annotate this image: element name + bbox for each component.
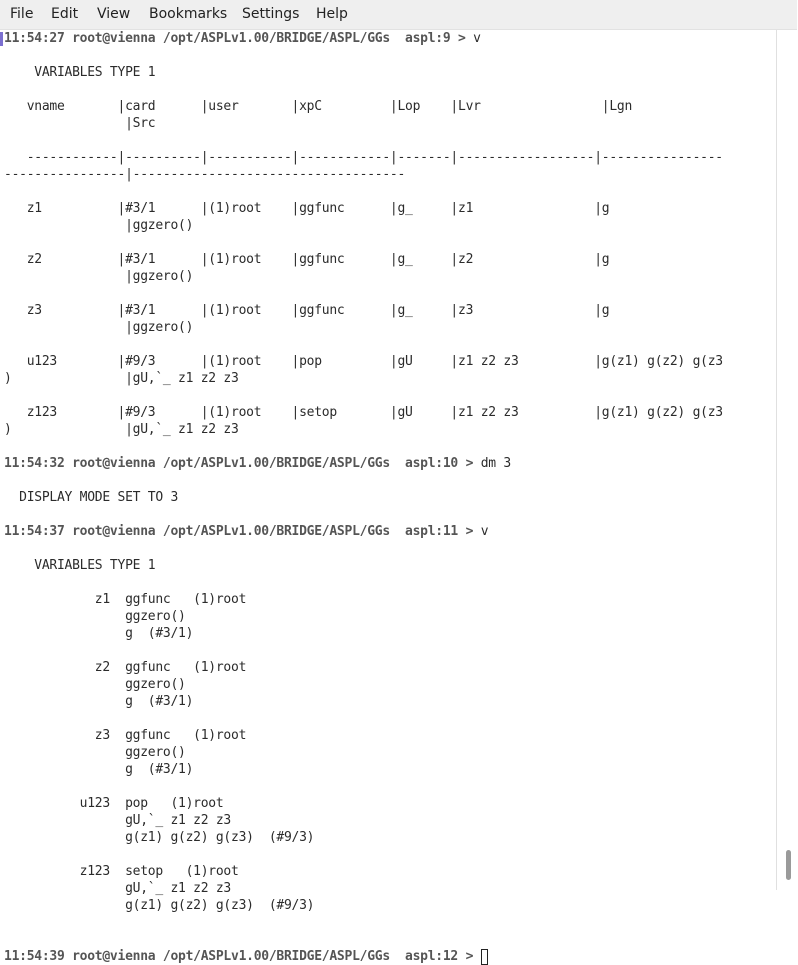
output-line: gU,`_ z1 z2 z3 [4, 813, 231, 828]
output-line: g (#3/1) [4, 694, 194, 709]
prompt-line [4, 30, 481, 47]
output-line: u123 pop (1)root [4, 796, 224, 811]
output-line: VARIABLES TYPE 1 [4, 65, 156, 80]
prompt-text: 11:54:27 root@vienna /opt/ASPLv1.00/BRIDGE/ASPL/GGs aspl:9 > [4, 31, 474, 46]
output-line: z2 ggfunc (1)root [4, 660, 247, 675]
output-line: |Src [4, 116, 156, 131]
menu-file[interactable]: File [10, 6, 34, 22]
output-line: ggzero() [4, 609, 186, 624]
output-line: ----------------|------------------------------------ [4, 167, 406, 182]
prompt-line [4, 948, 488, 965]
scrollbar[interactable] [776, 30, 798, 890]
output-line: |ggzero() [4, 218, 194, 233]
output-line: ) |gU,`_ z1 z2 z3 [4, 422, 239, 437]
prompt-line [4, 523, 488, 540]
prompt-line [4, 455, 511, 472]
menu-settings[interactable]: Settings [242, 6, 300, 22]
output-line: |ggzero() [4, 269, 194, 284]
menu-edit[interactable]: Edit [51, 6, 79, 22]
line-marker [0, 32, 3, 46]
output-line: gU,`_ z1 z2 z3 [4, 881, 231, 896]
scrollbar-thumb[interactable] [786, 850, 791, 880]
output-line: z1 ggfunc (1)root [4, 592, 247, 607]
menu-bookmarks[interactable]: Bookmarks [149, 6, 228, 22]
output-line: ggzero() [4, 745, 186, 760]
output-line: VARIABLES TYPE 1 [4, 558, 156, 573]
prompt-text: 11:54:39 root@vienna /opt/ASPLv1.00/BRIDGE/ASPL/GGs aspl:12 > [4, 949, 481, 964]
output-line: z123 |#9/3 |(1)root |setop |gU |z1 z2 z3 |g(z1) g(z2) g(z3 [4, 405, 723, 420]
output-line: DISPLAY MODE SET TO 3 [4, 490, 179, 505]
output-line: g(z1) g(z2) g(z3) (#9/3) [4, 830, 315, 845]
output-line: ) |gU,`_ z1 z2 z3 [4, 371, 239, 386]
command-text: v [480, 524, 489, 539]
text-cursor [481, 949, 488, 965]
output-line: z3 ggfunc (1)root [4, 728, 247, 743]
prompt-text: 11:54:37 root@vienna /opt/ASPLv1.00/BRIDGE/ASPL/GGs aspl:11 > [4, 524, 481, 539]
menu-help[interactable]: Help [316, 6, 348, 22]
output-line: z1 |#3/1 |(1)root |ggfunc |g_ |z1 |g [4, 201, 610, 216]
command-text: dm 3 [480, 456, 511, 471]
output-line: g (#3/1) [4, 762, 194, 777]
output-line: g(z1) g(z2) g(z3) (#9/3) [4, 898, 315, 913]
output-line: ------------|----------|-----------|------------|-------|------------------|---------------- [4, 150, 723, 165]
output-line: vname |card |user |xpC |Lop |Lvr |Lgn [4, 99, 633, 114]
output-line: u123 |#9/3 |(1)root |pop |gU |z1 z2 z3 |g(z1) g(z2) g(z3 [4, 354, 723, 369]
terminal-output[interactable] [0, 30, 776, 964]
command-text: v [473, 31, 481, 46]
output-line: ggzero() [4, 677, 186, 692]
output-line: z123 setop (1)root [4, 864, 239, 879]
output-line: |ggzero() [4, 320, 194, 335]
output-line: z2 |#3/1 |(1)root |ggfunc |g_ |z2 |g [4, 252, 610, 267]
menu-bar [0, 0, 797, 30]
output-line: z3 |#3/1 |(1)root |ggfunc |g_ |z3 |g [4, 303, 610, 318]
menu-view[interactable]: View [97, 6, 131, 22]
output-line: g (#3/1) [4, 626, 194, 641]
prompt-text: 11:54:32 root@vienna /opt/ASPLv1.00/BRIDGE/ASPL/GGs aspl:10 > [4, 456, 481, 471]
